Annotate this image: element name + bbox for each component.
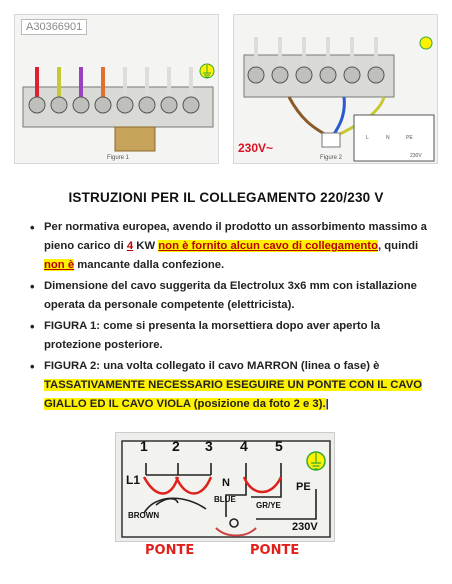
wire bbox=[189, 67, 193, 97]
bullet-1-text-a: Per normativa europea, avendo il prodotto un assorbimento massimo a pieno carico di bbox=[44, 221, 427, 252]
figure-1-caption: Figure 1 bbox=[107, 155, 130, 161]
bullet-1 bbox=[30, 218, 430, 275]
text-cursor: | bbox=[325, 398, 329, 410]
inset-label-pe: PE bbox=[406, 135, 413, 141]
n-label: N bbox=[222, 477, 230, 489]
wire bbox=[123, 67, 127, 97]
wire bbox=[79, 67, 83, 97]
wire bbox=[302, 37, 306, 67]
bullet-3: • FIGURA 1: come si presenta la morsettiera dopo aver aperto la protezione posteriore. bbox=[30, 317, 430, 355]
terminal-block-drawing-1 bbox=[15, 15, 220, 165]
bullet-1-highlight-2: non è bbox=[44, 259, 75, 271]
terminal-screw bbox=[29, 97, 45, 113]
bullet-1-text-b: KW bbox=[133, 240, 159, 252]
bullet-1-highlight-1: non è fornito alcun cavo di collegamento bbox=[158, 240, 378, 252]
inset-label-l: L bbox=[366, 135, 369, 141]
terminal-screw bbox=[248, 67, 264, 83]
terminal-5-label: 5 bbox=[275, 438, 283, 454]
bullet-2: • Dimensione del cavo suggerita da Electrolux 3x6 mm con istallazione operata da personale competente (elettricista). bbox=[30, 277, 430, 315]
voltage-label: 230V~ bbox=[238, 141, 274, 155]
terminal-2-label: 2 bbox=[172, 438, 180, 454]
wire bbox=[326, 37, 330, 67]
product-code-label: A30366901 bbox=[21, 19, 87, 35]
wire bbox=[167, 67, 171, 97]
wire bbox=[350, 37, 354, 67]
voltage-label-fig3: 230V bbox=[292, 521, 318, 533]
terminal-screw bbox=[117, 97, 133, 113]
terminal-screw bbox=[344, 67, 360, 83]
inset-label-n: N bbox=[386, 135, 390, 141]
terminal-screw bbox=[296, 67, 312, 83]
ponte-right-label: PONTE bbox=[250, 543, 300, 558]
wiring-diagram-photo bbox=[115, 432, 335, 542]
blue-label: BLUE bbox=[214, 495, 236, 504]
wire bbox=[35, 67, 39, 97]
inset-voltage: 230V bbox=[410, 153, 422, 159]
terminal-screw bbox=[368, 67, 384, 83]
bullet-1-text-d: mancante dalla confezione. bbox=[74, 259, 225, 271]
terminal-screw bbox=[320, 67, 336, 83]
ponte-left-label: PONTE bbox=[145, 543, 195, 558]
terminal-3-label: 3 bbox=[205, 438, 213, 454]
bullet-4-text: FIGURA 2: una volta collegato il cavo MARRON (linea o fase) è bbox=[44, 360, 380, 372]
bullet-1-text-c: , quindi bbox=[377, 240, 419, 252]
brown-label: BROWN bbox=[128, 511, 160, 520]
terminal-1-label: 1 bbox=[140, 438, 148, 454]
terminal-screw bbox=[73, 97, 89, 113]
terminal-screw bbox=[183, 97, 199, 113]
bullet-4 bbox=[30, 357, 430, 414]
pe-label: PE bbox=[296, 481, 311, 493]
l1-label: L1 bbox=[126, 473, 141, 487]
wire bbox=[278, 37, 282, 67]
wire bbox=[57, 67, 61, 97]
wire bbox=[145, 67, 149, 97]
bullet-1-kw: 4 bbox=[126, 240, 134, 252]
terminal-screw bbox=[161, 97, 177, 113]
wire bbox=[254, 37, 258, 67]
wire bbox=[101, 67, 105, 97]
bullet-4-highlight: TASSATIVAMENTE NECESSARIO ESEGUIRE UN PONTE CON IL CAVO GIALLO ED IL CAVO VIOLA (posizione da foto 2 e 3). bbox=[44, 379, 423, 410]
figure-2-caption: Figure 2 bbox=[320, 155, 343, 161]
terminal-screw bbox=[95, 97, 111, 113]
wire bbox=[374, 37, 378, 67]
terminal-4-label: 4 bbox=[240, 438, 248, 454]
gr-ye-label: GR/YE bbox=[256, 501, 281, 510]
terminal-screw bbox=[139, 97, 155, 113]
terminal-screw bbox=[272, 67, 288, 83]
terminal-screw bbox=[51, 97, 67, 113]
figure-1-photo bbox=[14, 14, 219, 164]
figure-2-photo bbox=[233, 14, 438, 164]
instruction-list bbox=[30, 218, 430, 416]
document-title: ISTRUZIONI PER IL COLLEGAMENTO 220/230 V bbox=[68, 190, 384, 205]
